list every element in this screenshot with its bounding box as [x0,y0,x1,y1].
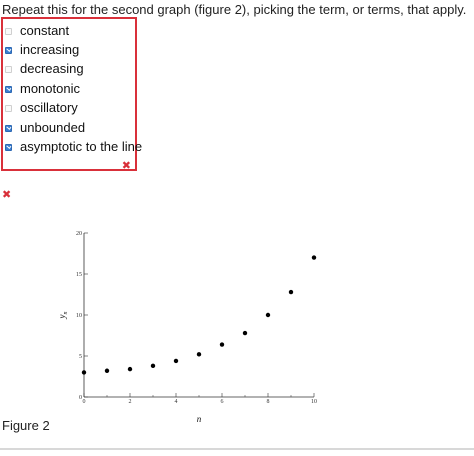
x-tick-label: 2 [128,399,132,405]
option-label: unbounded [20,119,86,135]
data-point [128,367,132,371]
y-axis-label: $y_n$ [57,311,69,319]
figure-caption: Figure 2 [2,418,50,433]
incorrect-x-icon: ✖ [121,160,131,172]
data-point [82,370,86,374]
chart-points [82,255,316,374]
option-label: asymptotic to the line [20,138,143,154]
data-point [266,313,270,317]
chart-axes [84,233,314,397]
data-point [105,369,109,373]
option-label: constant [20,22,70,38]
data-point [289,290,293,294]
divider [0,448,474,450]
data-point [174,359,178,363]
option-label: oscillatory [20,99,78,115]
y-tick-label: 20 [76,231,82,237]
y-tick-label: 0 [79,395,82,401]
x-tick-label: 4 [174,399,178,405]
data-point [312,255,316,259]
option-label: monotonic [20,80,80,96]
y-tick-label: 15 [76,272,82,278]
x-tick-label: 0 [82,399,86,405]
y-tick-label: 5 [79,354,82,360]
incorrect-x-icon: ✖ [2,189,12,201]
x-tick-label: 10 [311,399,317,405]
x-axis-label: n [196,414,202,424]
x-tick-label: 8 [266,399,270,405]
option-label: increasing [20,41,80,57]
chart-labels [57,231,317,424]
data-point [151,364,155,368]
option-label: decreasing [20,60,84,76]
data-point [243,331,247,335]
x-tick-label: 6 [220,399,224,405]
data-point [197,352,201,356]
question-text: Repeat this for the second graph (figure 2), picking the term, or terms, that apply. [2,2,467,17]
y-tick-label: 10 [76,313,82,319]
data-point [220,342,224,346]
